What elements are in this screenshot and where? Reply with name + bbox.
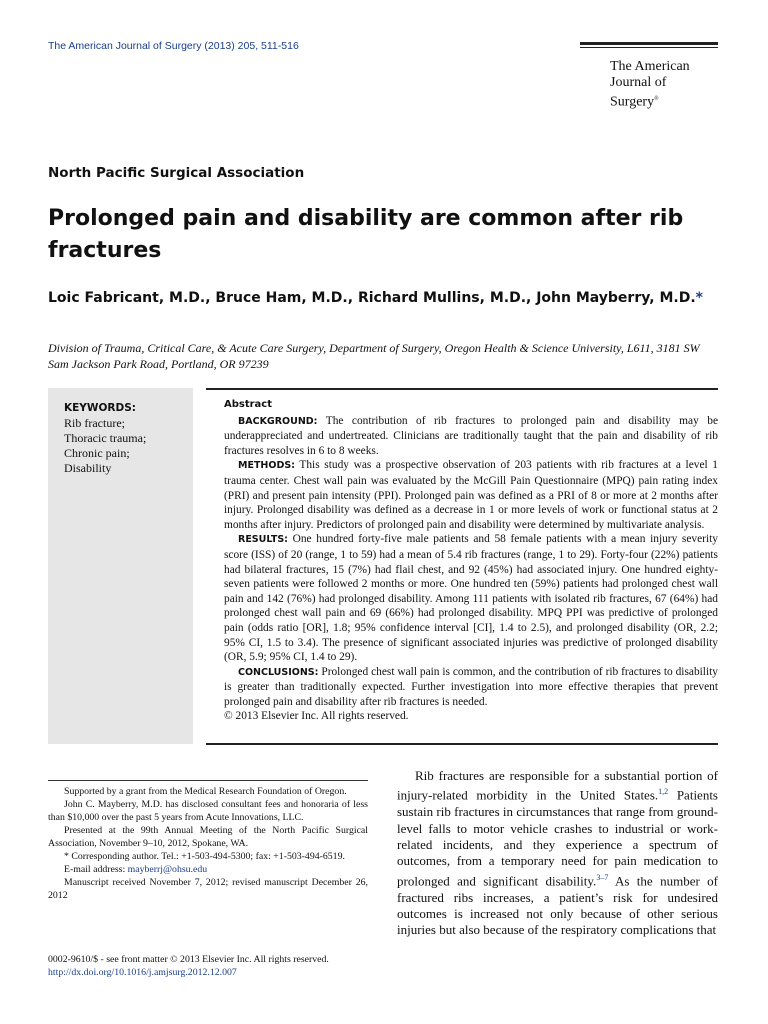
- email-label: E-mail address:: [64, 864, 126, 875]
- section-heading: North Pacific Surgical Association: [48, 165, 305, 181]
- methods-label: METHODS:: [238, 460, 295, 472]
- abstract-heading: Abstract: [224, 399, 273, 410]
- logo-line-1: The American: [610, 59, 690, 74]
- body-text: [397, 768, 718, 939]
- journal-logo: [580, 42, 718, 111]
- footnote-received: Manuscript received November 7, 2012; revised manuscript December 26, 2012: [48, 877, 368, 901]
- reference-link[interactable]: 1,2: [658, 787, 669, 797]
- logo-line-2-text: Journal of Surgery: [610, 75, 667, 110]
- keywords-box: [48, 388, 193, 744]
- keyword-item: Rib fracture;: [64, 416, 125, 430]
- logo-rule-thin: [580, 47, 718, 48]
- reference-link[interactable]: 3–7: [596, 872, 609, 882]
- article-title: Prolonged pain and disability are common after rib fractures: [48, 206, 684, 263]
- conclusions-text: Prolonged chest wall pain is common, and the contribution of rib fractures to disability is greater than traditionally expected. Further investigation into more effective therapies that prevent prolonged pain and disability after rib fractures is needed.: [224, 665, 718, 708]
- footnote-grant: Supported by a grant from the Medical Research Foundation of Oregon.: [64, 786, 347, 797]
- journal-citation: The American Journal of Surgery (2013) 205, 511-516: [48, 40, 299, 52]
- conclusions-label: CONCLUSIONS:: [238, 666, 319, 678]
- keyword-item: Chronic pain;: [64, 446, 130, 460]
- doi-link[interactable]: http://dx.doi.org/10.1016/j.amjsurg.2012.12.007: [48, 967, 237, 978]
- front-matter: [48, 953, 388, 979]
- corresponding-author-mark[interactable]: *: [695, 290, 703, 306]
- abstract-top-rule: [206, 388, 718, 390]
- logo-line-2: [610, 75, 718, 111]
- results-label: RESULTS:: [238, 534, 288, 546]
- intro-paragraph: [397, 768, 718, 939]
- footnote-corresponding: * Corresponding author. Tel.: +1-503-494-5300; fax: +1-503-494-6519.: [64, 851, 345, 862]
- intro-text-2: Patients sustain rib fractures in circumstances that range from ground- level falls to motor vehicle crashes to industrial or work-related incidents, and they experience a spectrum of outcomes, from a temporary need for pain medication to prolonged and significant disability.: [397, 787, 718, 889]
- keyword-item: Disability: [64, 461, 112, 475]
- footnote-email: [48, 863, 368, 876]
- background-label: BACKGROUND:: [238, 415, 318, 427]
- affiliation: Division of Trauma, Critical Care, & Acute Care Surgery, Department of Surgery, Oregon Health & Science University, L611, 3181 SW Sam Jackson Park Road, Portland, OR 97239: [48, 341, 700, 371]
- footnote-presented: Presented at the 99th Annual Meeting of the North Pacific Surgical Association, November 9–10, 2012, Spokane, WA.: [48, 825, 368, 849]
- footnote-rule: [48, 780, 368, 781]
- logo-rule-thick: [580, 42, 718, 45]
- author-names: Loic Fabricant, M.D., Bruce Ham, M.D., Richard Mullins, M.D., John Mayberry, M.D.: [48, 290, 696, 306]
- abstract-conclusions: [224, 665, 718, 710]
- results-text: One hundred forty-five male patients and 58 female patients with a mean injury severity score (ISS) of 20 (range, 1 to 59) had a mean of 5.4 rib fractures (range, 1 to 29). Forty-four (22%) patients had bilateral fractures, 15 (7%) had flail chest, and 92 (45%) had associated injury. One hundred eighty-seven patients were followed 2 months or more. One hundred ten (59%) patients had prolonged chest wall pain and 142 (76%) had prolonged disability. Among 111 patients with isolated rib fractures, 67 (64%) had prolonged chest wall pain and 69 (66%) had prolonged disability. MPQ PPI was predictive of prolonged pain (odds ratio [OR], 1.8; 95% confidence interval [CI], 1.4 to 2.5), and prolonged disability (OR, 2.2; 95% CI, 1.5 to 3.4). The presence of significant associated injuries was predictive of prolonged disability (OR, 5.9; 95% CI, 1.4 to 29).: [224, 533, 718, 664]
- keyword-item: Thoracic trauma;: [64, 431, 147, 445]
- logo-text: [580, 59, 718, 111]
- keywords-heading: KEYWORDS:: [64, 402, 136, 414]
- logo-mark: ®: [654, 96, 659, 102]
- email-link[interactable]: mayberrj@ohsu.edu: [127, 864, 208, 875]
- abstract: [224, 398, 718, 724]
- abstract-background: [224, 414, 718, 459]
- abstract-bottom-rule: [206, 743, 718, 745]
- methods-text: This study was a prospective observation of 203 patients with rib fractures at a level 1 trauma center. Chest wall pain was evaluated by the McGill Pain Questionnaire (MPQ) pain rating index (PRI) and present pain intensity (PPI). Prolonged pain was defined as a PRI of 8 or more at 2 months after injury. Prolonged disability was defined as a decrease in 1 or more levels of work or functional status at 2 months after injury. Predictors of prolonged pain and disability were determined by multivariate analysis.: [224, 459, 718, 531]
- footnote-disclosure: John C. Mayberry, M.D. has disclosed consultant fees and honoraria of less than $10,000 over the past 5 years from Acute Innovations, LLC.: [48, 799, 368, 823]
- footnotes: [48, 785, 368, 902]
- issn-line: 0002-9610/$ - see front matter © 2013 Elsevier Inc. All rights reserved.: [48, 954, 329, 965]
- background-text: The contribution of rib fractures to prolonged pain and disability may be underappreciated and undertreated. Clinicians are traditionally taught that the pain and disability of rib fractures resolves in 6 to 8 weeks.: [224, 414, 718, 457]
- author-list: [48, 290, 703, 306]
- intro-text-1: Rib fractures are responsible for a substantial portion of injury-related morbidity in the United States.: [397, 768, 718, 803]
- abstract-methods: [224, 458, 718, 532]
- abstract-copyright: © 2013 Elsevier Inc. All rights reserved.: [224, 710, 409, 723]
- abstract-results: [224, 532, 718, 664]
- intro-text-3: As the number of fractured ribs increases, a patient’s risk for undesired outcomes is increased not only because of other serious injuries but also because of the respiratory complications that: [397, 873, 719, 938]
